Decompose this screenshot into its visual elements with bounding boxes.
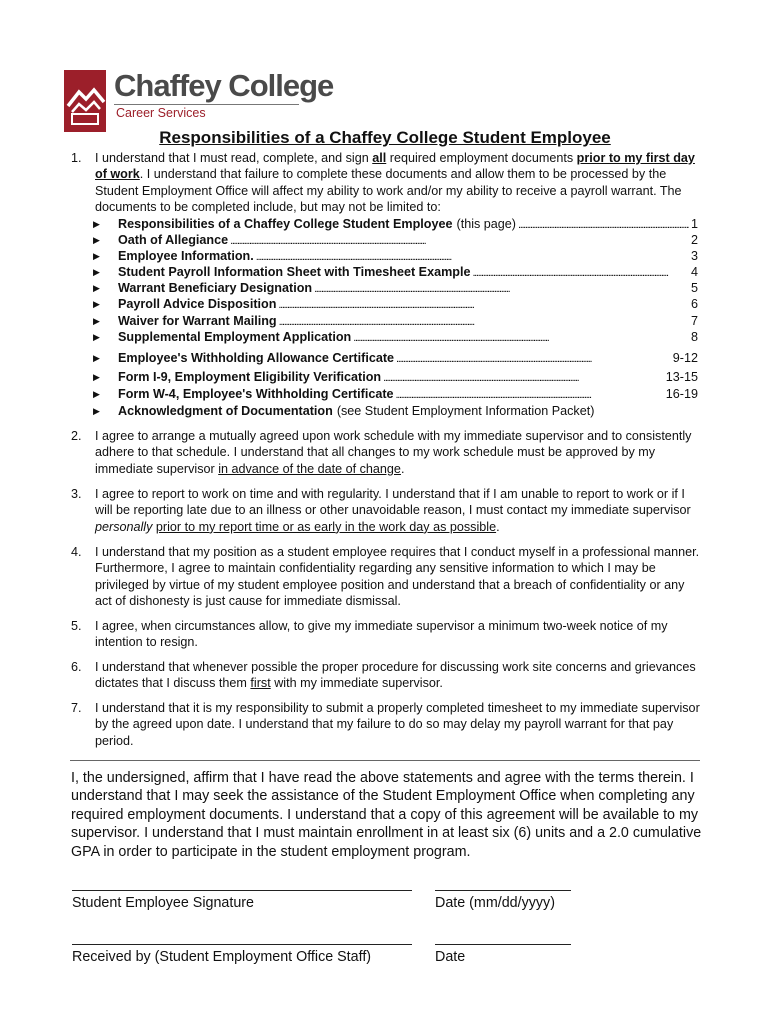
- document-list-item: [93, 350, 698, 366]
- bullet-arrow-icon: ▶: [93, 332, 100, 342]
- item-italic: personally: [95, 519, 153, 534]
- document-list-item: [93, 329, 698, 345]
- document-title: Payroll Advice Disposition: [118, 297, 277, 311]
- item-number: 3.: [71, 487, 82, 501]
- responsibility-item-6: [71, 659, 701, 692]
- bullet-arrow-icon: ▶: [93, 235, 100, 245]
- leader-dots: [396, 386, 664, 403]
- document-title: Warrant Beneficiary Designation: [118, 281, 313, 295]
- logo-subtitle: Career Services: [116, 106, 206, 120]
- document-page: 5: [690, 281, 698, 295]
- bullet-arrow-icon: ▶: [93, 283, 100, 293]
- responsibility-item-1: [71, 150, 701, 216]
- item-end: with my immediate supervisor.: [270, 676, 443, 691]
- document-page: 3: [690, 249, 698, 263]
- document-title: Form I-9, Employment Eligibility Verification: [118, 370, 382, 384]
- item-underline: prior to my report time or as early in the work day as possible: [155, 519, 497, 534]
- leader-dots: [256, 248, 689, 265]
- document-note: (see Student Employment Information Packet): [336, 404, 595, 418]
- document-title: Student Payroll Information Sheet with Timesheet Example: [118, 265, 471, 279]
- item-text: I understand that my position as a student employee requires that I conduct myself in a professional manner. Furthermore, I agree to maintain confidentiality regarding any sensitive information to which I may be privileged by virtue of my student employee position and understand that a breach of confidentiality or any act of dishonesty is just cause for immediate dismissal.: [95, 545, 700, 609]
- bullet-arrow-icon: ▶: [93, 372, 100, 382]
- document-title: Acknowledgment of Documentation: [118, 404, 333, 418]
- document-page: 4: [690, 265, 698, 279]
- document-list-item: [93, 296, 698, 312]
- document-page: 6: [690, 297, 698, 311]
- document-list-item: [93, 403, 698, 419]
- document-list-item: [93, 313, 698, 329]
- leader-dots: [230, 232, 689, 249]
- document-title: Form W-4, Employee's Withholding Certificate: [118, 387, 394, 401]
- affirmation-statement: I, the undersigned, affirm that I have read the above statements and agree with the terms therein. I understand that I may seek the assistance of the Student Employment Office when completing any required employment documents. I understand that a copy of this agreement will be available to my supervisor. I understand that I must maintain enrollment in at least six (6) units and a 2.0 cumulative GPA in order to participate in the student employment program.: [71, 770, 702, 860]
- leader-dots: [518, 216, 689, 233]
- leader-dots: [314, 280, 689, 297]
- received-date-line[interactable]: [435, 944, 571, 945]
- bullet-arrow-icon: ▶: [93, 389, 100, 399]
- document-title: Employee's Withholding Allowance Certificate: [118, 351, 395, 365]
- bullet-arrow-icon: ▶: [93, 406, 100, 416]
- item-number: 4.: [71, 545, 82, 559]
- date-signature-line[interactable]: [435, 890, 571, 891]
- leader-dots: [353, 329, 689, 346]
- student-signature-line[interactable]: [72, 890, 412, 891]
- responsibility-item-3: [71, 486, 701, 535]
- document-list-item: [93, 216, 698, 232]
- leader-dots: [396, 350, 671, 367]
- responsibility-item-4: [71, 544, 701, 610]
- document-page: 13-15: [665, 370, 698, 384]
- item-text: I agree to report to work on time and with regularity. I understand that if I am unable to report to work or if I will be reporting late due to an illness or other unavoidable reason, I must contact my immediate supervisor: [95, 487, 691, 518]
- student-signature-label: Student Employee Signature: [72, 895, 255, 911]
- item-underline: in advance of the date of change: [218, 461, 401, 476]
- document-page: 1: [690, 217, 698, 231]
- item-end: .: [400, 461, 405, 476]
- document-list-item: [93, 232, 698, 248]
- item-text: I agree, when circumstances allow, to give my immediate supervisor a minimum two-week notice of my intention to resign.: [95, 619, 668, 650]
- item-underline: first: [250, 676, 271, 691]
- item-text: . I understand that failure to complete these documents and allow them to be processed by the Student Employment Office will affect my ability to work and/or my ability to receive a payroll warrant. The documents to be completed include, but may not be limited to:: [95, 167, 682, 215]
- document-page: 7: [690, 314, 698, 328]
- item-end: .: [496, 519, 500, 534]
- document-title: Employee Information.: [118, 249, 254, 263]
- logo-divider: [114, 104, 299, 105]
- document-title: Responsibilities of a Chaffey College Student Employee: [118, 217, 453, 231]
- document-page: 9-12: [672, 351, 698, 365]
- bullet-arrow-icon: ▶: [93, 299, 100, 309]
- document-title: Oath of Allegiance: [118, 233, 229, 247]
- item-emphasis: prior to my first day of work: [95, 151, 695, 182]
- received-by-line[interactable]: [72, 944, 412, 945]
- bullet-arrow-icon: ▶: [93, 219, 100, 229]
- bullet-arrow-icon: ▶: [93, 267, 100, 277]
- logo-mark-icon: [62, 66, 108, 136]
- leader-dots: [383, 369, 664, 386]
- received-by-label: Received by (Student Employment Office Staff): [72, 949, 372, 965]
- document-list-item: [93, 280, 698, 296]
- date-format-label: Date (mm/dd/yyyy): [435, 895, 555, 911]
- document-page: 8: [690, 330, 698, 344]
- bullet-arrow-icon: ▶: [93, 316, 100, 326]
- document-list-item: [93, 264, 698, 280]
- bullet-arrow-icon: ▶: [93, 353, 100, 363]
- item-number: 5.: [71, 619, 82, 633]
- document-note: (this page): [456, 217, 517, 231]
- document-title: Supplemental Employment Application: [118, 330, 352, 344]
- leader-dots: [278, 296, 689, 313]
- logo-name: Chaffey College: [114, 68, 334, 103]
- document-title: Waiver for Warrant Mailing: [118, 314, 277, 328]
- responsibility-item-2: [71, 428, 701, 477]
- bullet-arrow-icon: ▶: [93, 251, 100, 261]
- section-divider: [70, 760, 700, 761]
- document-page: 2: [690, 233, 698, 247]
- responsibility-item-7: [71, 700, 701, 749]
- page-title: Responsibilities of a Chaffey College Student Employee: [159, 128, 611, 147]
- item-text: I agree to arrange a mutually agreed upon work schedule with my immediate supervisor and to consistently adhere to that schedule. I understand that all changes to my work schedule must be approved by my immediate supervisor: [95, 429, 692, 476]
- item-text: required employment documents: [386, 151, 577, 165]
- responsibility-item-5: [71, 618, 701, 651]
- received-date-label: Date: [435, 949, 466, 965]
- item-number: 1.: [71, 151, 82, 165]
- item-text: I understand that whenever possible the proper procedure for discussing work site concerns and grievances dictates that I discuss them: [95, 660, 696, 691]
- document-list-item: [93, 248, 698, 264]
- item-text: I understand that I must read, complete, and sign: [95, 151, 373, 165]
- leader-dots: [472, 264, 689, 281]
- item-number: 7.: [71, 701, 82, 715]
- document-page: 16-19: [665, 387, 698, 401]
- item-emphasis: all: [372, 151, 387, 165]
- document-list-item: [93, 369, 698, 385]
- item-text: I understand that it is my responsibility to submit a properly completed timesheet to my immediate supervisor by the agreed upon date. I understand that my failure to do so may delay my payroll warrant for that pay period.: [95, 701, 700, 748]
- item-number: 2.: [71, 429, 82, 443]
- document-list-item: [93, 386, 698, 402]
- leader-dots: [279, 313, 689, 330]
- item-number: 6.: [71, 660, 82, 674]
